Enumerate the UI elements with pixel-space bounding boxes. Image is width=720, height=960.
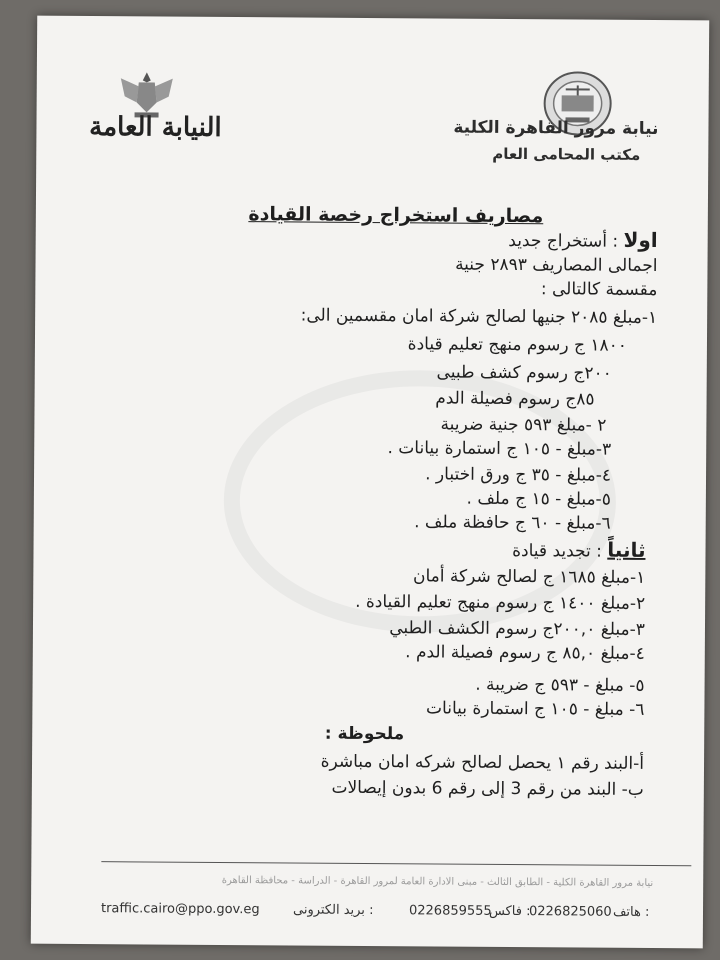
footer-contacts — [101, 901, 701, 929]
section2-item: ٣-مبلغ ٢٠٠,٠ج رسوم الكشف الطبي — [389, 618, 646, 640]
section1-item: ٢ -مبلغ ٥٩٣ جنية ضريبة — [440, 414, 607, 436]
public-prosecution-title: النيابة العامة — [89, 112, 222, 143]
note-item: ب- البند من رقم 3 إلى رقم 6 بدون إيصالات — [331, 777, 644, 800]
section2-item: ٢-مبلغ ١٤٠٠ ج رسوم منهج تعليم القيادة . — [355, 591, 646, 614]
office-subname: مكتب المحامى العام — [492, 144, 641, 164]
section2-item: ٥- مبلغ - ٥٩٣ ج ضريبة . — [475, 674, 645, 696]
section1-item: ٦-مبلغ - ٦٠ ج حافظة ملف . — [414, 512, 611, 534]
email-value: traffic.cairo@ppo.gov.eg — [100, 901, 260, 918]
section1-item: ٥-مبلغ - ١٥ ج ملف . — [466, 488, 611, 510]
notes-heading: ملحوظة : — [324, 723, 405, 745]
fax-value: 0226859555 — [408, 903, 492, 919]
note-item: أ-البند رقم ١ يحصل لصالح شركه امان مباشرة — [320, 751, 645, 774]
section1-divided: مقسمة كالتالى : — [540, 279, 658, 301]
section1-heading: اولا — [623, 227, 658, 253]
phone-label: هاتف : — [612, 904, 650, 920]
document-page — [31, 16, 709, 949]
fax-label: فاكس : — [488, 903, 531, 920]
section2-heading-rest: : تجديد قيادة — [512, 540, 602, 562]
section2-heading: ثانياً — [607, 537, 646, 562]
section1-item: ١-مبلغ ٢٠٨٥ جنيها لصالح شركة امان مقسمين الى: — [300, 305, 658, 329]
document-title: مصاريف استخراج رخصة القيادة — [248, 203, 544, 228]
section1-heading-rest: : أستخراج جديد — [508, 230, 619, 252]
email-label: بريد الكترونى : — [292, 902, 374, 919]
section1-heading-line — [508, 227, 658, 252]
section1-subitem: ١٨٠٠ ج رسوم منهج تعليم قيادة — [407, 334, 628, 356]
section2-item: ٤-مبلغ ٨٥,٠ ج رسوم فصيلة الدم . — [405, 642, 645, 664]
phone-value: 0226825060 — [528, 904, 612, 920]
footer-divider — [101, 861, 691, 866]
section2-item: ٦- مبلغ - ١٠٥ ج استمارة بيانات — [426, 698, 645, 720]
office-header — [438, 114, 658, 168]
section1-item: ٣-مبلغ - ١٠٥ ج استمارة بيانات . — [387, 438, 612, 460]
section1-subitem: ٢٠٠ج رسوم كشف طبيى — [436, 362, 612, 384]
section1-item: ٤-مبلغ - ٣٥ ج ورق اختبار . — [425, 464, 612, 486]
section2-heading-line — [512, 537, 646, 562]
footer-address: نيابة مرور القاهرة الكلية - الطابق الثالث - مبنى الادارة العامة لمرور القاهرة - الدراسة - محافظة القاهرة — [221, 874, 654, 889]
section1-total: اجمالى المصاريف ٢٨٩٣ جنية — [455, 254, 658, 277]
section1-subitem: ٨٥ج رسوم فصيلة الدم — [435, 388, 595, 410]
section2-item: ١-مبلغ ١٦٨٥ ج لصالح شركة أمان — [412, 566, 646, 588]
office-name: نيابة مرور القاهرة الكلية — [453, 117, 659, 140]
